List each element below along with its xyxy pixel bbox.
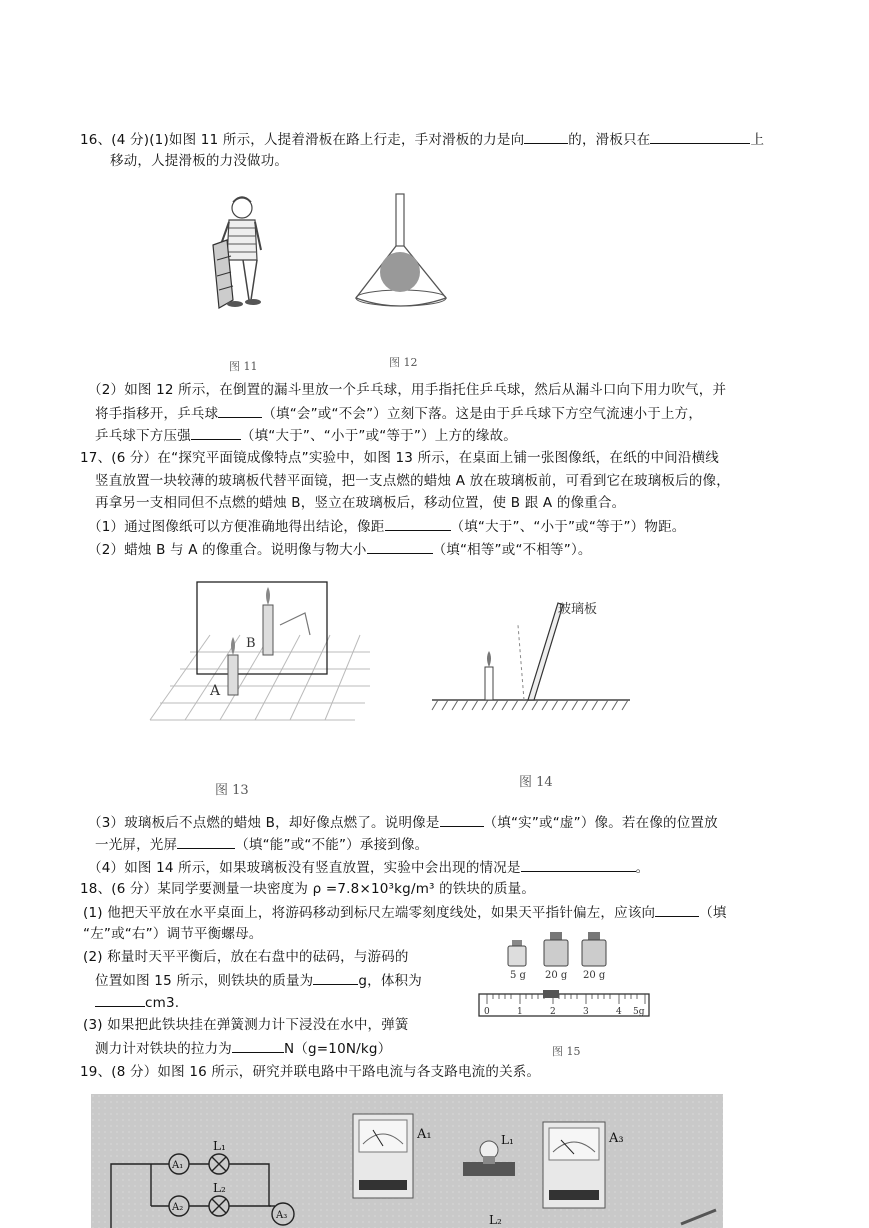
figure-14-tilted-glass-illustration [430,595,635,725]
svg-text:2: 2 [550,1007,556,1017]
answer-blank[interactable] [177,834,235,849]
answer-blank[interactable] [650,129,750,144]
label-a1: A₁ [172,1160,184,1171]
q17-part4: （4）如图 14 所示，如果玻璃板没有竖直放置，实验中会出现的情况是 。 [88,857,649,878]
label-glass-plate: 玻璃板 [558,602,598,617]
q17-part1: （1）通过图像纸可以方便准确地得出结论，像距 （填“大于”、“小于”或“等于”）物距。 [88,516,685,537]
weight-20g-2 [582,932,606,981]
answer-blank[interactable] [385,516,451,531]
scale-ruler [479,994,649,1016]
answer-blank[interactable] [95,992,145,1007]
svg-text:5 g: 5 g [510,970,526,981]
q17-part2: （2）蜡烛 B 与 A 的像重合。说明像与物大小 （填“相等”或“不相等”）。 [88,539,592,560]
figure-13-caption: 图 13 [215,783,249,798]
q16-part2-line-3: 乒乓球下方压强 （填“大于”、“小于”或“等于”）上方的缘故。 [95,425,517,446]
q18-part2-line-1: (2) 称量时天平平衡后，放在右盘中的砝码，与游码的 [83,949,409,965]
q19-line-1: 19、(8 分）如图 16 所示，研究并联电路中干路电流与各支路电流的关系。 [80,1064,541,1080]
q17-part3-line-2: 一光屏，光屏 （填“能”或“不能”）承接到像。 [95,834,428,855]
figure-15-caption: 图 15 [552,1045,581,1058]
q18-part3-line-1: (3) 如果把此铁块挂在弹簧测力计下浸没在水中，弹簧 [83,1017,409,1033]
figure-14-caption: 图 14 [519,775,553,790]
svg-text:20 g: 20 g [545,970,568,981]
answer-blank[interactable] [655,902,699,917]
figure-15-weights-ruler-illustration [475,930,655,1025]
label-a2: A₂ [172,1202,184,1213]
weight-20g-1 [544,932,568,981]
q17-line-2: 竖直放置一块较薄的玻璃板代替平面镜，把一支点燃的蜡烛 A 放在玻璃板前，可看到它在玻璃板后的像， [95,473,730,489]
weight-5g [508,940,527,981]
q16-line-1: 16、(4 分)(1)如图 11 所示，人提着滑板在路上行走，手对滑板的力是向 的，滑板只在 上 [80,129,764,150]
label-candle-b: B [246,636,256,651]
q16-line-2: 移动，人提滑板的力没做功。 [110,153,289,169]
figure-13-mirror-grid-illustration [140,575,370,730]
svg-text:5g: 5g [633,1007,645,1017]
answer-blank[interactable] [232,1038,284,1053]
answer-blank[interactable] [191,425,241,440]
svg-text:A₁: A₁ [417,1127,432,1142]
q17-line-3: 再拿另一支相同但不点燃的蜡烛 B，竖立在玻璃板后，移动位置，使 B 跟 A 的像重合。 [95,495,626,511]
answer-blank[interactable] [521,857,636,872]
q17-line-1: 17、(6 分）在“探究平面镜成像特点”实验中，如图 13 所示，在桌面上铺一张图像纸，在纸的中间沿横线 [80,450,719,466]
label-l2-device: L₂ [489,1213,502,1227]
q17-part3-line-1: （3）玻璃板后不点燃的蜡烛 B，却好像点燃了。说明像是 （填“实”或“虚”）像。若在像的位置放 [88,812,718,833]
rider-slider[interactable] [543,990,559,998]
svg-text:0: 0 [484,1007,490,1017]
answer-blank[interactable] [313,970,358,985]
answer-blank[interactable] [218,403,262,418]
figure-11-person-illustration [205,190,285,320]
answer-blank[interactable] [440,812,484,827]
q16-part2-line-1: （2）如图 12 所示，在倒置的漏斗里放一个乒乓球，用手指托住乒乓球，然后从漏斗口向下用力吹气，并 [88,382,727,398]
answer-blank[interactable] [524,129,568,144]
q18-part1-line-2: “左”或“右”）调节平衡螺母。 [83,926,263,942]
label-l2: L₂ [213,1181,226,1195]
label-candle-a: A [210,683,221,699]
q18-part1-line-1: (1) 他把天平放在水平桌面上，将游码移动到标尺左端零刻度线处，如果天平指针偏左，应该向 （填 [83,902,727,923]
figure-12-caption: 图 12 [389,356,418,369]
svg-text:L₁: L₁ [501,1133,514,1147]
q18-part3-line-2: 测力计对铁块的拉力为 N（g=10N/kg） [95,1038,391,1059]
label-l1: L₁ [213,1139,226,1153]
q18-part2-line-2: 位置如图 15 所示，则铁块的质量为 g，体积为 [95,970,422,991]
answer-blank[interactable] [367,539,433,554]
figure-11-caption: 图 11 [229,360,258,373]
q18-part2-line-3: cm3. [95,992,179,1013]
svg-text:1: 1 [517,1007,523,1017]
svg-text:4: 4 [616,1007,622,1017]
svg-text:20 g: 20 g [583,970,606,981]
figure-12-funnel-illustration [350,190,455,315]
label-a3: A₃ [276,1210,288,1221]
svg-text:A₃: A₃ [609,1131,624,1146]
q18-line-1: 18、(6 分）某同学要测量一块密度为 ρ =7.8×10³kg/m³ 的铁块的质量。 [80,881,536,897]
svg-text:3: 3 [583,1007,589,1017]
q16-part2-line-2: 将手指移开，乒乓球 （填“会”或“不会”）立刻下落。这是由于乒乓球下方空气流速小于上方， [95,403,702,424]
figure-16-circuit-photo [91,1094,723,1228]
